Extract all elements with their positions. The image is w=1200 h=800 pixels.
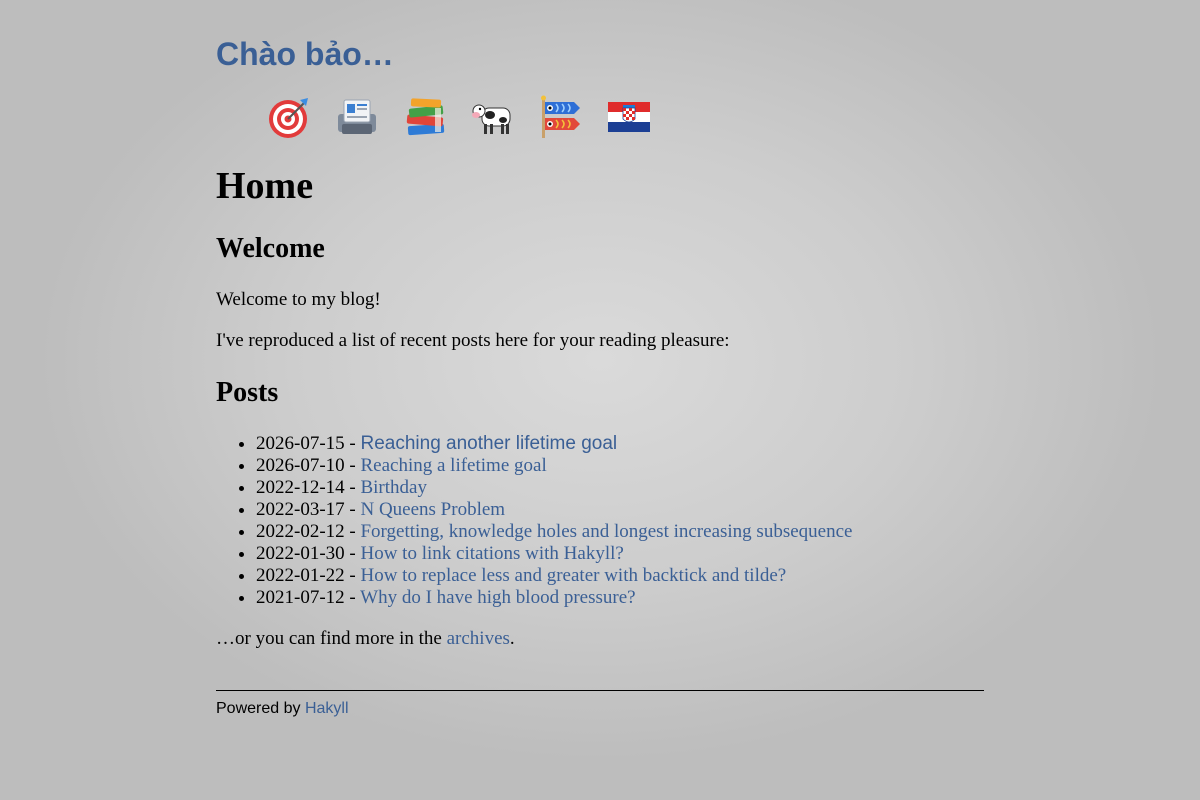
target-icon — [266, 94, 312, 140]
intro-text: I've reproduced a list of recent posts here for your reading pleasure: — [216, 330, 730, 351]
post-date: 2022-01-30 — [256, 543, 345, 564]
footer-divider — [216, 690, 984, 691]
list-item: • 2021-07-12 - Why do I have high blood pressure? — [256, 587, 852, 609]
list-item: • 2026-07-15 - Reaching another lifetime goal — [256, 433, 852, 455]
site-title-link[interactable]: Chào bảo… — [216, 36, 394, 72]
carp-streamer-icon — [538, 94, 584, 140]
nav-item-croatia-flag[interactable] — [606, 94, 652, 140]
post-list — [216, 433, 852, 609]
nav-item-books[interactable] — [402, 94, 448, 140]
archives-link[interactable]: archives — [446, 628, 510, 649]
more-suffix: . — [509, 628, 515, 649]
post-date: 2022-03-17 — [256, 499, 345, 520]
post-date: 2021-07-12 — [256, 587, 345, 608]
welcome-text: Welcome to my blog! — [216, 289, 381, 310]
post-link[interactable]: How to link citations with Hakyll? — [360, 543, 624, 564]
post-date: 2026-07-10 — [256, 455, 345, 476]
list-item: • 2022-03-17 - N Queens Problem — [256, 499, 852, 521]
list-item: • 2022-12-14 - Birthday — [256, 477, 852, 499]
post-date: 2022-12-14 — [256, 477, 345, 498]
page-title: Home — [216, 165, 314, 207]
post-link[interactable]: Why do I have high blood pressure? — [360, 587, 636, 608]
posts-heading: Posts — [216, 377, 279, 408]
nav-item-target[interactable] — [266, 94, 312, 140]
post-link[interactable]: Forgetting, knowledge holes and longest increasing subsequence — [360, 521, 853, 542]
list-item: • 2022-01-30 - How to link citations with Hakyll? — [256, 543, 852, 565]
footer-text: Powered by — [216, 700, 305, 717]
nav-item-card[interactable] — [334, 94, 380, 140]
post-link[interactable]: Reaching a lifetime goal — [360, 455, 547, 476]
post-link[interactable]: N Queens Problem — [360, 499, 506, 520]
post-link[interactable]: Birthday — [360, 477, 427, 498]
post-link[interactable]: How to replace less and greater with backtick and tilde? — [360, 565, 787, 586]
list-item: • 2026-07-10 - Reaching a lifetime goal — [256, 455, 852, 477]
more-prefix: …or you can find more in the — [216, 628, 447, 649]
post-date: 2026-07-15 — [256, 433, 345, 454]
more-text — [216, 627, 515, 651]
croatia-flag-icon — [606, 94, 652, 140]
nav-item-carp-streamer[interactable] — [538, 94, 584, 140]
post-date: 2022-02-12 — [256, 521, 345, 542]
list-item: • 2022-02-12 - Forgetting, knowledge holes and longest increasing subsequence — [256, 521, 852, 543]
hakyll-link[interactable]: Hakyll — [304, 700, 349, 717]
books-icon — [402, 94, 448, 140]
card-printer-icon — [334, 94, 380, 140]
footer — [216, 699, 349, 719]
cow-icon — [470, 94, 516, 140]
post-date: 2022-01-22 — [256, 565, 345, 586]
welcome-heading: Welcome — [216, 233, 325, 264]
nav-item-cow[interactable] — [470, 94, 516, 140]
list-item: • 2022-01-22 - How to replace less and greater with backtick and tilde? — [256, 565, 852, 587]
post-link[interactable]: Reaching another lifetime goal — [360, 433, 618, 454]
